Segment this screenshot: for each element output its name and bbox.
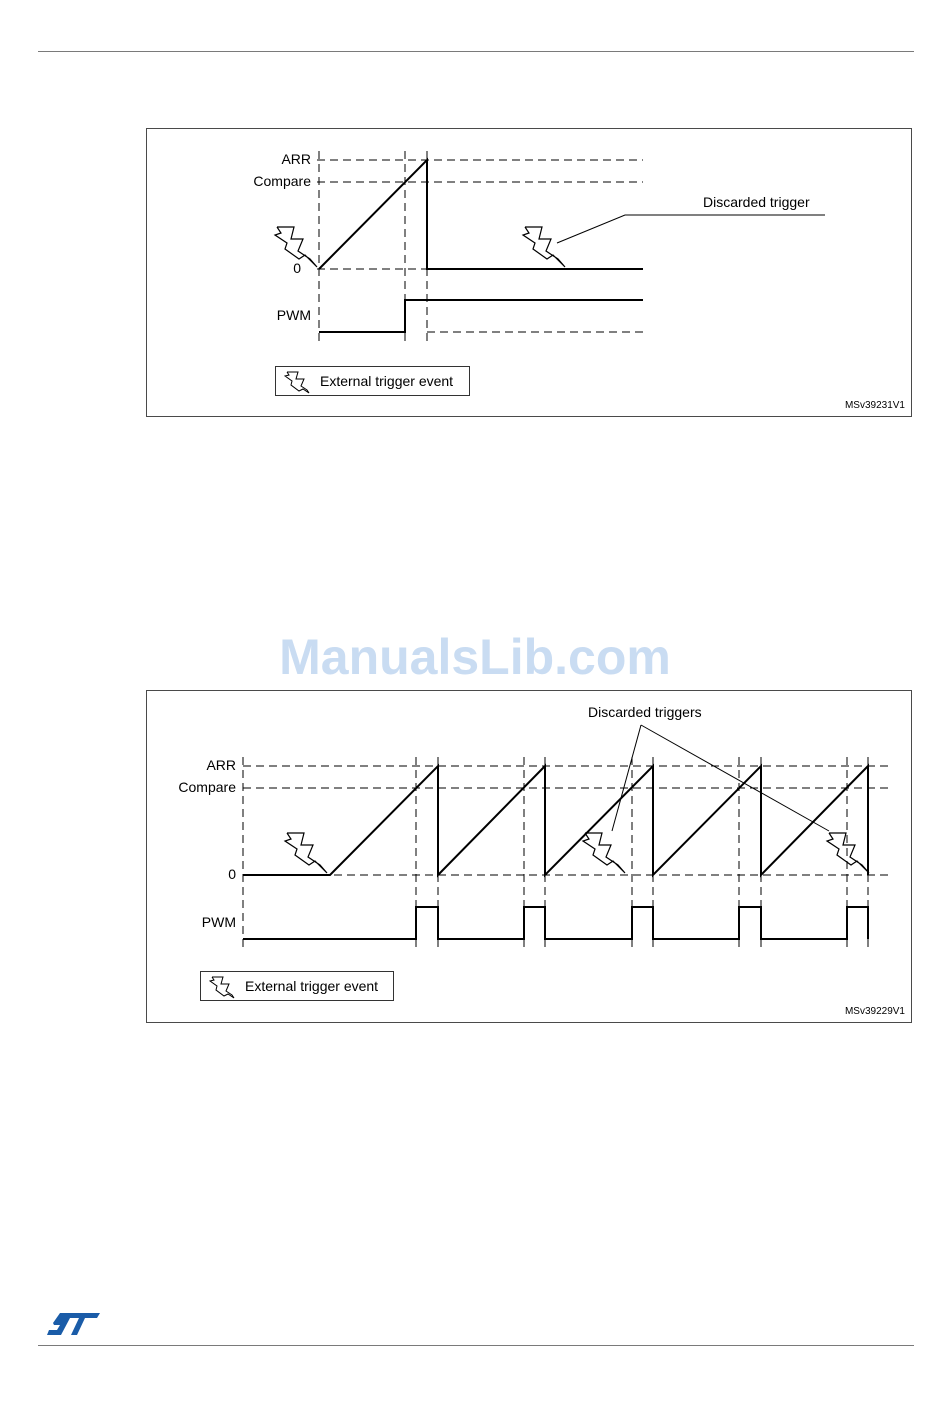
top-rule — [38, 51, 914, 52]
figure-code: MSv39229V1 — [844, 1006, 905, 1017]
lightning-trigger-icon — [209, 975, 235, 999]
discarded-triggers-label: Discarded triggers — [588, 704, 702, 720]
pwm-waveform — [319, 300, 643, 332]
discarded-trigger-label: Discarded trigger — [703, 194, 810, 210]
legend-label: External trigger event — [245, 978, 379, 994]
zero-label: 0 — [293, 260, 301, 276]
lightning-trigger-icon — [285, 833, 327, 873]
watermark: ManualsLib.com — [279, 629, 671, 685]
legend — [275, 366, 470, 396]
lightning-discarded-icon — [523, 227, 565, 267]
arr-label: ARR — [206, 757, 236, 773]
st-logo — [46, 1311, 102, 1337]
pwm-label: PWM — [201, 914, 236, 930]
pwm-waveform — [243, 907, 868, 939]
figure-code: MSv39231V1 — [844, 400, 905, 411]
legend-label: External trigger event — [320, 373, 454, 389]
compare-label: Compare — [178, 779, 236, 795]
annotation-leader-lines — [612, 725, 829, 831]
zero-label: 0 — [228, 866, 236, 882]
counter-waveform — [243, 766, 868, 875]
arr-label: ARR — [281, 151, 311, 167]
annotation-leader-line — [557, 215, 825, 243]
figure-one-pulse — [146, 128, 912, 417]
legend — [200, 971, 394, 1001]
lightning-discarded-icon — [583, 833, 625, 873]
figure-repetitive-pulse — [146, 690, 912, 1023]
lightning-discarded-icon — [827, 833, 869, 873]
lightning-trigger-icon — [284, 370, 310, 394]
pwm-label: PWM — [276, 307, 311, 323]
bottom-rule — [38, 1345, 914, 1346]
counter-waveform — [319, 160, 643, 269]
compare-label: Compare — [253, 173, 311, 189]
